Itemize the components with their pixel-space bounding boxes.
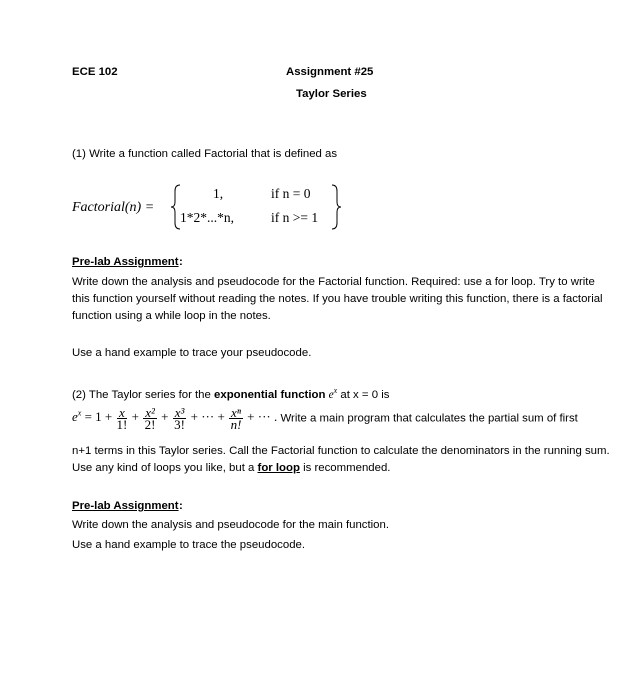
taylor-series-formula: $e^x = 1$ + $\frac{x}{1!}$ + $\frac{\text{x²}}{2!}$ + $\frac{\text{x³}}{3!}$ + ··· + $\frac{\text{xⁿ}}{n!}$ + ··· . [72, 405, 278, 432]
assignment-number: Assignment #25 [286, 66, 374, 78]
hand-example-1: Use a hand example to trace your pseudocode. [72, 347, 312, 359]
prelab-heading-2-colon: : [179, 500, 183, 512]
right-brace-icon [330, 183, 342, 231]
question-1-prompt: (1) Write a function called Factorial that is defined as [72, 148, 338, 160]
question-2-text: n+1 terms in this Taylor series. Call the Factorial function to calculate the denominators in the running sum. Use any kind of loops you like, but a for loop is recommended. [72, 445, 610, 474]
for-loop-emphasis: for loop [257, 462, 300, 474]
formula-case1-condition: if n = 0 [271, 186, 311, 201]
prelab-heading-2: Pre-lab Assignment [72, 500, 179, 512]
prelab-heading-1-colon: : [179, 256, 183, 268]
prelab-text-1: Write down the analysis and pseudocode for the Factorial function. Required: use a for loop. Try to write this function yourself without reading the notes. If you have trouble writing this function, there is a factorial function using a while loop in the notes. [72, 276, 603, 322]
prelab-text-2-line1: Write down the analysis and pseudocode for the main function. [72, 519, 390, 531]
formula-case1-value: 1, [213, 186, 224, 201]
question-2-text-line1: Write a main program that calculates the partial sum of first [280, 412, 578, 425]
question-2-intro: (2) The Taylor series for the exponential function $e^x$ at x = 0 is [72, 386, 390, 401]
formula-case2-value: 1*2*...*n, [180, 210, 234, 225]
course-code: ECE 102 [72, 66, 118, 78]
prelab-text-2-line2: Use a hand example to trace the pseudocode. [72, 539, 306, 551]
taylor-series-line [72, 407, 578, 430]
exponential-function-term: exponential function [214, 388, 326, 401]
assignment-topic: Taylor Series [296, 88, 367, 100]
formula-case2-condition: if n >= 1 [271, 210, 319, 225]
prelab-heading-1: Pre-lab Assignment [72, 256, 179, 268]
formula-lhs: Factorial(n) = [72, 200, 155, 215]
